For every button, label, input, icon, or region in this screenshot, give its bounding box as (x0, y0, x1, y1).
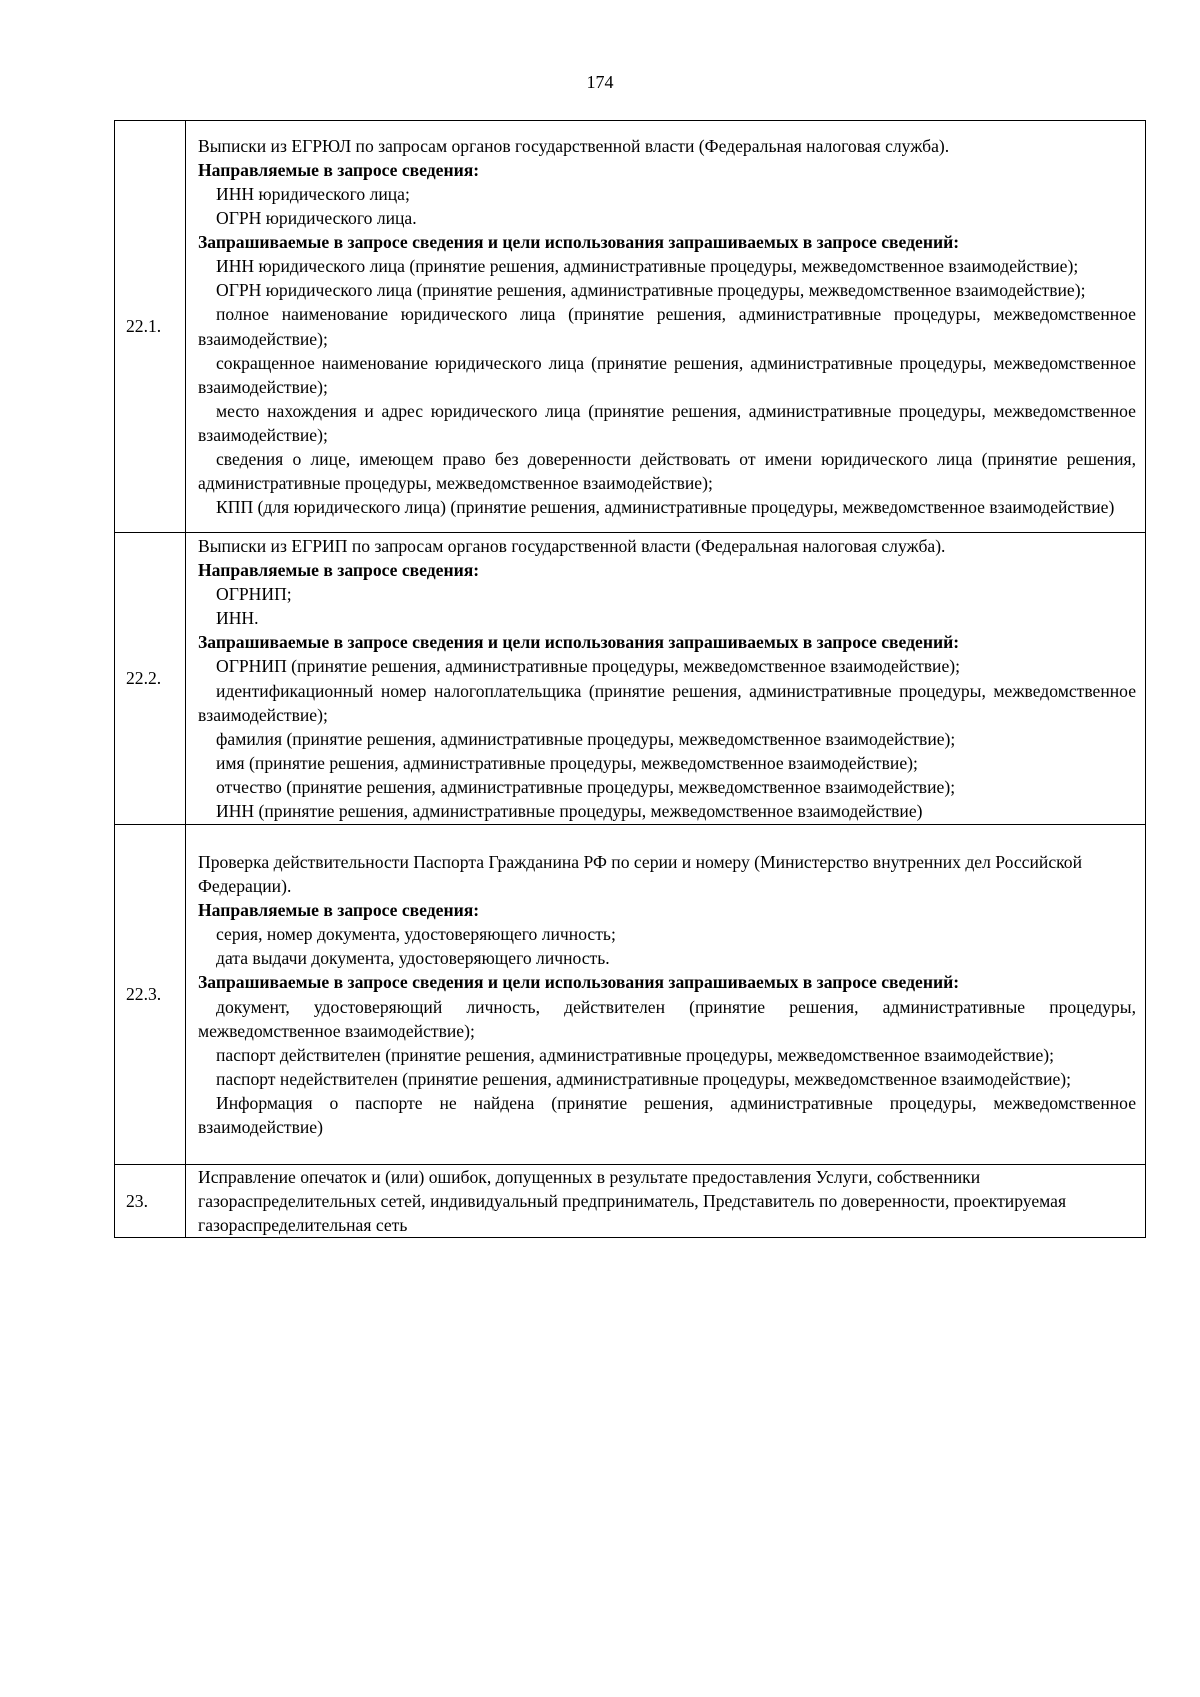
section-heading: Запрашиваемые в запросе сведения и цели использования запрашиваемых в запросе сведений: (198, 632, 960, 653)
list-item: фамилия (принятие решения, административные процедуры, межведомственное взаимодействие); (216, 728, 956, 749)
list-item: ИНН. (216, 608, 259, 629)
row-title: Проверка действительности Паспорта Гражданина РФ по серии и номеру (Министерство внутренних дел Российской Федерации). (198, 851, 1082, 897)
list-item: ИНН юридического лица; (216, 183, 410, 204)
table-row (115, 121, 1146, 533)
list-item: полное наименование юридического лица (принятие решения, административные процедуры, межведомственное взаимодействие); (198, 304, 1136, 349)
list-item: идентификационный номер налогоплательщика (принятие решения, административные процедуры, межведомственное взаимодействие); (198, 680, 1136, 725)
row-number: 22.2. (115, 533, 186, 825)
list-item: сокращенное наименование юридического лица (принятие решения, административные процедуры, межведомственное взаимодействие); (198, 352, 1136, 397)
list-item: отчество (принятие решения, административные процедуры, межведомственное взаимодействие); (216, 776, 956, 797)
section-heading: Направляемые в запросе сведения: (198, 900, 480, 921)
row-content (186, 121, 1146, 533)
list-item: серия, номер документа, удостоверяющего личность; (216, 924, 616, 945)
document-table (114, 120, 1146, 1238)
row-title: Выписки из ЕГРИП по запросам органов государственной власти (Федеральная налоговая служба). (198, 535, 946, 556)
list-item: место нахождения и адрес юридического лица (принятие решения, административные процедуры, межведомственное взаимодействие); (198, 400, 1136, 445)
table-row (115, 1165, 1146, 1238)
section-heading: Направляемые в запросе сведения: (198, 560, 480, 581)
row-content (186, 533, 1146, 825)
row-number: 23. (115, 1165, 186, 1238)
section-heading: Направляемые в запросе сведения: (198, 159, 480, 180)
row-content (186, 1165, 1146, 1238)
row-title: Выписки из ЕГРЮЛ по запросам органов государственной власти (Федеральная налоговая служба). (198, 135, 950, 156)
list-item: ОГРНИП (принятие решения, административные процедуры, межведомственное взаимодействие); (216, 656, 961, 677)
list-item: ОГРНИП; (216, 584, 292, 605)
section-heading: Запрашиваемые в запросе сведения и цели использования запрашиваемых в запросе сведений: (198, 232, 960, 253)
list-item: сведения о лице, имеющем право без доверенности действовать от имени юридического лица (принятие решения, административные процедуры, межведомственное взаимодействие); (198, 448, 1136, 494)
list-item: КПП (для юридического лица) (принятие решения, административные процедуры, межведомственное взаимодействие) (216, 497, 1115, 518)
row-title: Исправление опечаток и (или) ошибок, допущенных в результате предоставления Услуги, собственники газораспределительных сетей, индивидуальный предприниматель, Представитель по доверенности, проектируемая газораспределительная сеть (198, 1167, 1067, 1236)
list-item: ОГРН юридического лица. (216, 208, 417, 229)
list-item: Информация о паспорте не найдена (принятие решения, административные процедуры, межведомственное взаимодействие) (198, 1092, 1136, 1137)
row-number: 22.3. (115, 825, 186, 1165)
page-number: 174 (586, 72, 614, 92)
list-item: ОГРН юридического лица (принятие решения, административные процедуры, межведомственное взаимодействие); (216, 280, 1086, 301)
row-content (186, 825, 1146, 1165)
list-item: ИНН юридического лица (принятие решения, административные процедуры, межведомственное взаимодействие); (216, 256, 1079, 277)
list-item: паспорт недействителен (принятие решения, административные процедуры, межведомственное взаимодействие); (216, 1068, 1072, 1089)
list-item: имя (принятие решения, административные процедуры, межведомственное взаимодействие); (216, 752, 918, 773)
list-item: документ, удостоверяющий личность, действителен (принятие решения, административные процедуры, межведомственное взаимодействие); (198, 996, 1136, 1041)
section-heading: Запрашиваемые в запросе сведения и цели использования запрашиваемых в запросе сведений: (198, 972, 960, 993)
list-item: дата выдачи документа, удостоверяющего личность. (216, 948, 610, 969)
list-item: ИНН (принятие решения, административные процедуры, межведомственное взаимодействие) (216, 800, 923, 821)
table-row (115, 533, 1146, 825)
row-number: 22.1. (115, 121, 186, 533)
table-row (115, 825, 1146, 1165)
list-item: паспорт действителен (принятие решения, административные процедуры, межведомственное взаимодействие); (216, 1044, 1055, 1065)
